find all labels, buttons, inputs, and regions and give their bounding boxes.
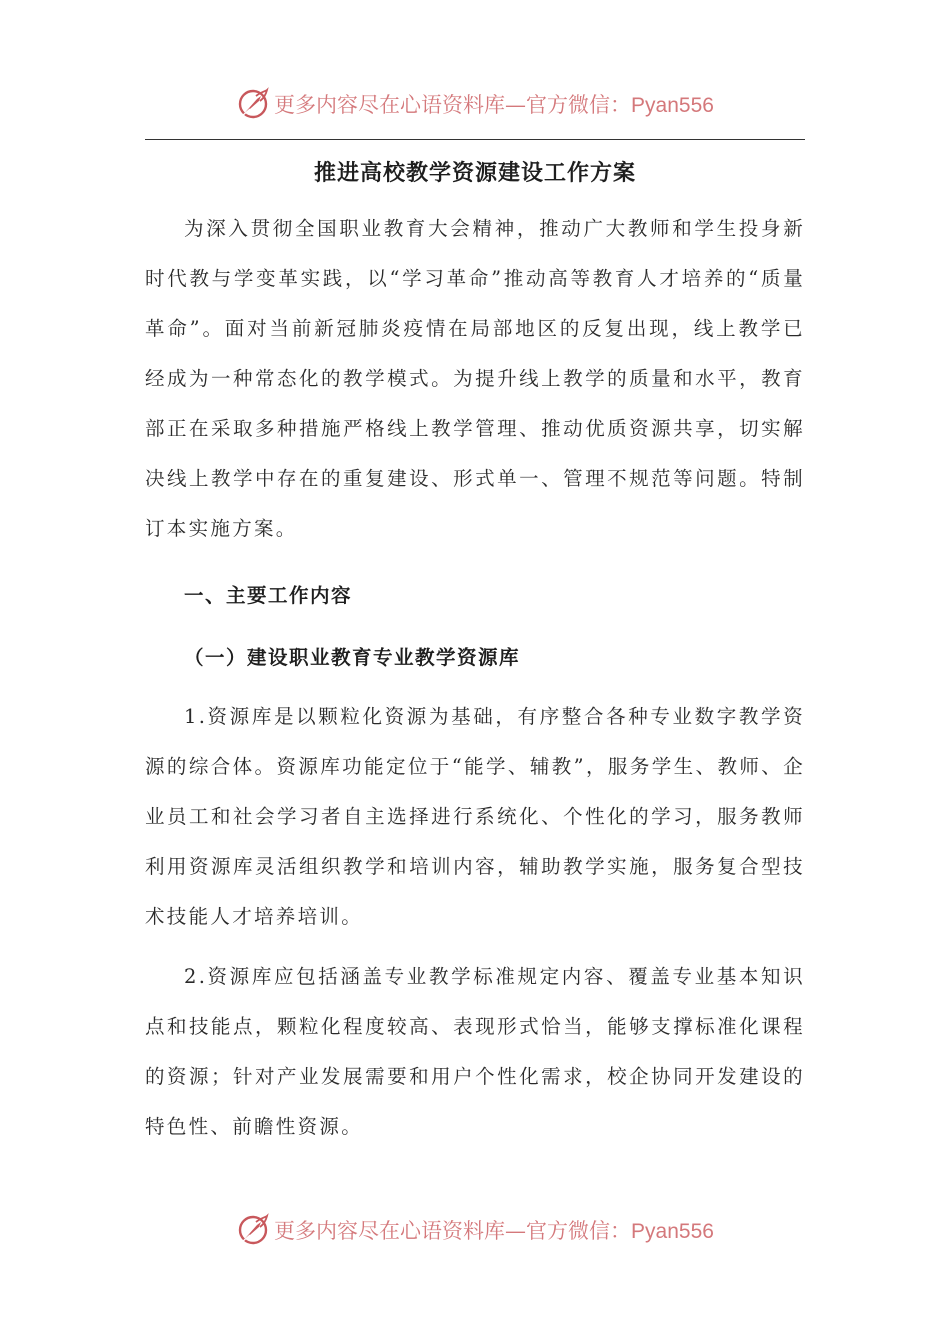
header-divider	[145, 139, 805, 140]
quill-pen-logo-icon	[236, 1213, 270, 1247]
footer-watermark	[0, 1210, 950, 1250]
intro-paragraph: 为深入贯彻全国职业教育大会精神，推动广大教师和学生投身新时代教与学变革实践，以“学习革命”推动高等教育人才培养的“质量革命”。面对当前新冠肺炎疫情在局部地区的反复出现，线上教学已经成为一种常态化的教学模式。为提升线上教学的质量和水平，教育部正在采取多种措施严格线上教学管理、推动优质资源共享，切实解决线上教学中存在的重复建设、形式单一、管理不规范等问题。特制订本实施方案。	[145, 217, 805, 540]
watermark-promo: 更多内容尽在心语资料库—官方微信：	[274, 93, 632, 117]
item-paragraph-1: 1.资源库是以颗粒化资源为基础，有序整合各种专业数字教学资源的综合体。资源库功能定位于“能学、辅教”，服务学生、教师、企业员工和社会学习者自主选择进行系统化、个性化的学习，服务教师利用资源库灵活组织教学和培训内容，辅助教学实施，服务复合型技术技能人才培养培训。	[145, 705, 805, 928]
watermark-text	[274, 89, 714, 119]
item-paragraph-2: 2.资源库应包括涵盖专业教学标准规定内容、覆盖专业基本知识点和技能点，颗粒化程度较高、表现形式恰当，能够支撑标准化课程的资源；针对产业发展需要和用户个性化需求，校企协同开发建设的特色性、前瞻性资源。	[145, 965, 805, 1138]
watermark-promo: 更多内容尽在心语资料库—官方微信：	[274, 1219, 632, 1243]
section-heading-1: 一、主要工作内容	[184, 584, 353, 607]
watermark-wechat-id: Pyan556	[631, 1220, 714, 1243]
watermark-wechat-id: Pyan556	[631, 94, 714, 117]
document-title: 推进高校教学资源建设工作方案	[313, 160, 636, 186]
header-watermark	[0, 84, 950, 124]
quill-pen-logo-icon	[236, 87, 270, 121]
subsection-heading-1: （一）建设职业教育专业教学资源库	[184, 646, 521, 669]
watermark-text	[274, 1215, 714, 1245]
